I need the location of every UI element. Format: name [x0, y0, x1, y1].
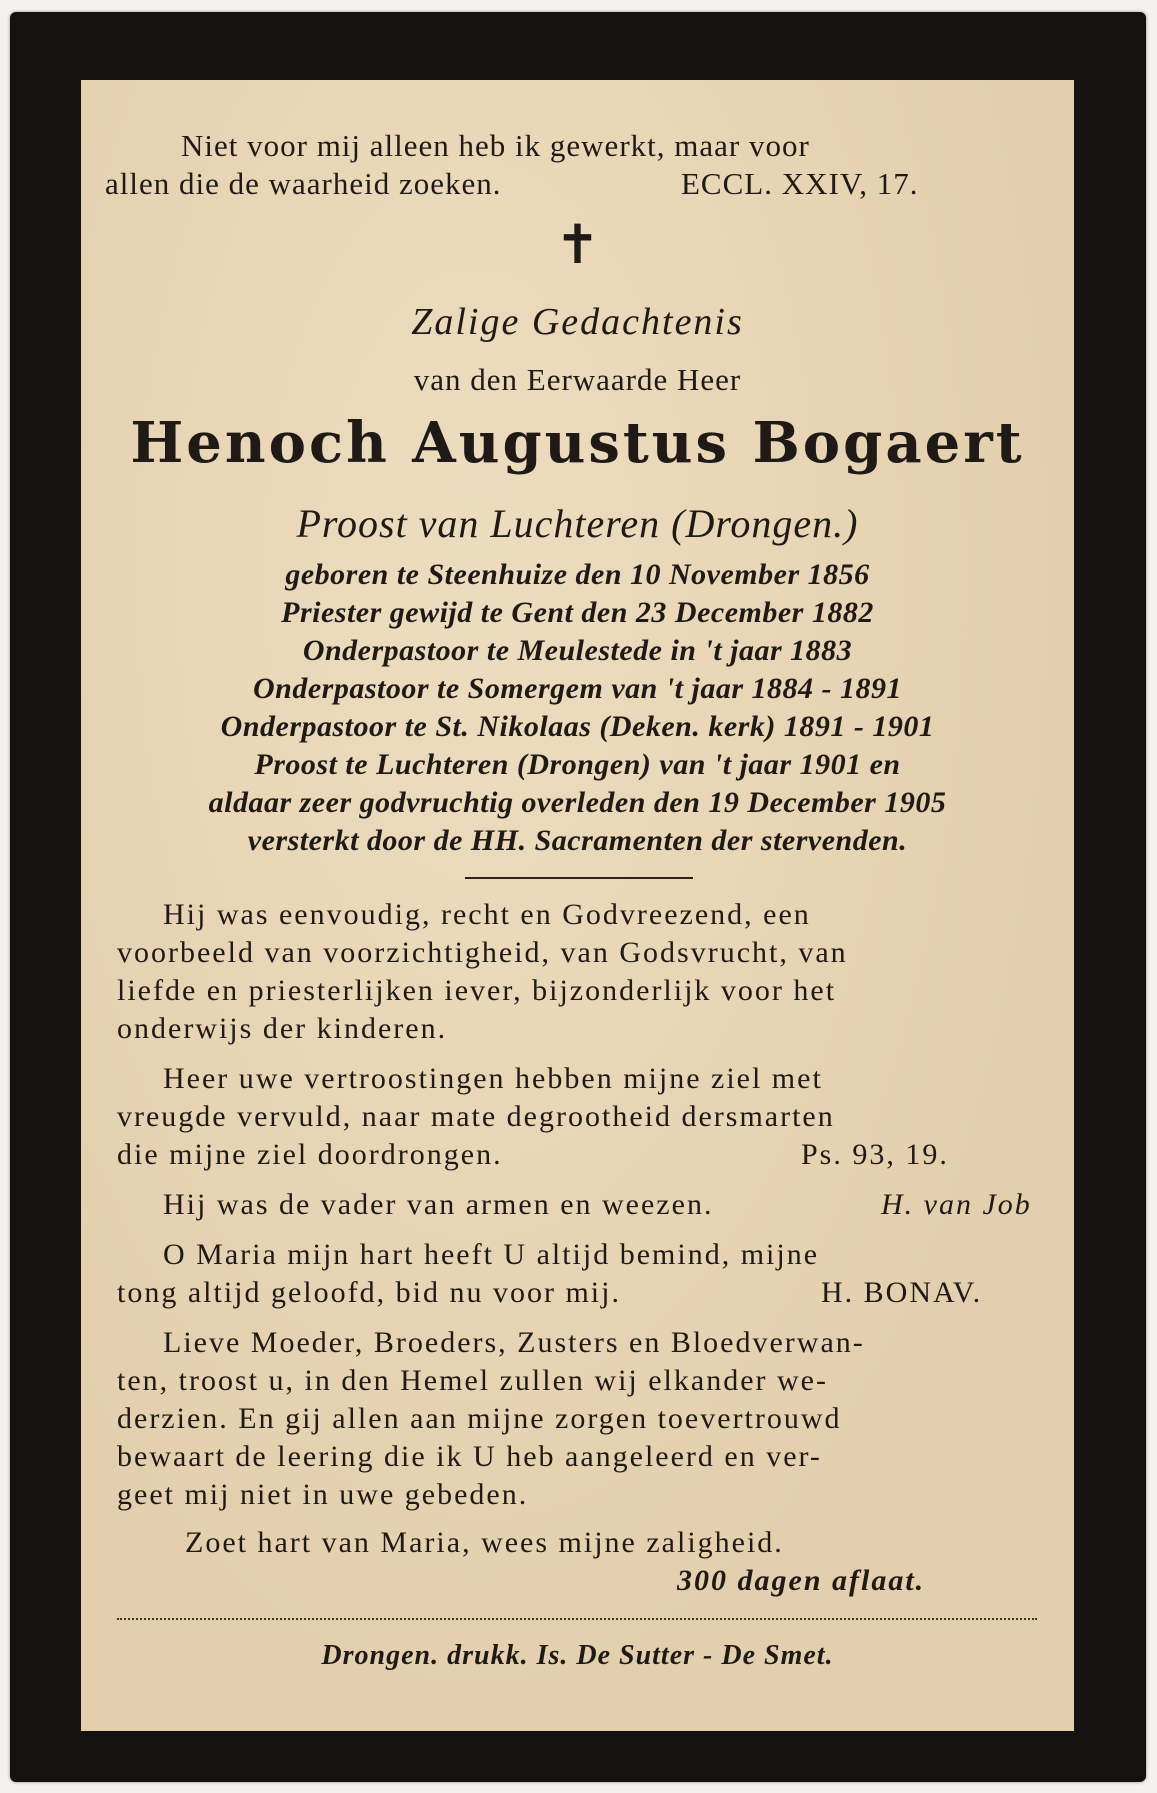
family-line: geet mij niet in uwe gebeden.	[117, 1478, 529, 1511]
psalm-line: vreugde vervuld, naar mate degrootheid dersmarten	[117, 1100, 835, 1133]
epigraph-line-1: Niet voor mij alleen heb ik gewerkt, maar voor	[181, 128, 810, 163]
memorial-heading: Zalige Gedachtenis	[411, 301, 744, 343]
cross-icon: ✝	[554, 215, 601, 275]
card-panel	[81, 80, 1074, 1731]
deceased-title: Proost van Luchteren (Drongen.)	[296, 501, 859, 546]
epigraph-reference: ECCL. XXIV, 17.	[681, 166, 919, 201]
bio-line: aldaar zeer godvruchtig overleden den 19 December 1905	[208, 786, 947, 819]
paragraph-line: liefde en priesterlijken iever, bijzonderlijk voor het	[117, 974, 837, 1007]
bio-line: geboren te Steenhuize den 10 November 1856	[285, 558, 870, 591]
psalm-line: die mijne ziel doordrongen.	[117, 1138, 503, 1171]
psalm-line: Heer uwe vertroostingen hebben mijne ziel met	[163, 1062, 823, 1095]
bio-line: Onderpastoor te Somergem van 't jaar 1884 - 1891	[252, 672, 902, 705]
epigraph-line-2: allen die de waarheid zoeken.	[105, 166, 502, 201]
job-quote: Hij was de vader van armen en weezen.	[163, 1188, 714, 1221]
indulgence: 300 dagen aflaat.	[677, 1564, 926, 1597]
deceased-name: Henoch Augustus Bogaert	[130, 410, 1025, 476]
printer-credit: Drongen. drukk. Is. De Sutter - De Smet.	[321, 1640, 834, 1671]
maria-reference: H. BONAV.	[821, 1276, 983, 1309]
family-line: Lieve Moeder, Broeders, Zusters en Bloedverwan-	[163, 1326, 865, 1359]
bio-line: Priester gewijd te Gent den 23 December 1882	[281, 596, 874, 629]
memorial-card	[10, 12, 1146, 1782]
paragraph-line: voorbeeld van voorzichtigheid, van Godsvrucht, van	[117, 936, 848, 969]
closing-prayer: Zoet hart van Maria, wees mijne zaligheid.	[185, 1526, 784, 1559]
bio-line: Onderpastoor te Meulestede in 't jaar 1883	[302, 634, 853, 667]
bio-line: versterkt door de HH. Sacramenten der stervenden.	[247, 824, 908, 857]
family-line: ten, troost u, in den Hemel zullen wij elkander we-	[117, 1364, 828, 1397]
bio-line: Proost te Luchteren (Drongen) van 't jaar 1901 en	[254, 748, 901, 781]
reverend-line: van den Eerwaarde Heer	[413, 362, 742, 397]
bio-line: Onderpastoor te St. Nikolaas (Deken. kerk) 1891 - 1901	[220, 710, 935, 743]
paragraph-line: Hij was eenvoudig, recht en Godvreezend, een	[163, 898, 811, 931]
job-reference: H. van Job	[881, 1188, 1032, 1221]
footer-divider	[117, 1618, 1037, 1620]
section-divider	[465, 877, 693, 879]
psalm-reference: Ps. 93, 19.	[801, 1138, 949, 1171]
paragraph-line: onderwijs der kinderen.	[117, 1012, 448, 1045]
family-line: derzien. En gij allen aan mijne zorgen toevertrouwd	[117, 1402, 842, 1435]
maria-line: tong altijd geloofd, bid nu voor mij.	[117, 1276, 621, 1309]
family-line: bewaart de leering die ik U heb aangeleerd en ver-	[117, 1440, 822, 1473]
maria-line: O Maria mijn hart heeft U altijd bemind, mijne	[163, 1238, 820, 1271]
